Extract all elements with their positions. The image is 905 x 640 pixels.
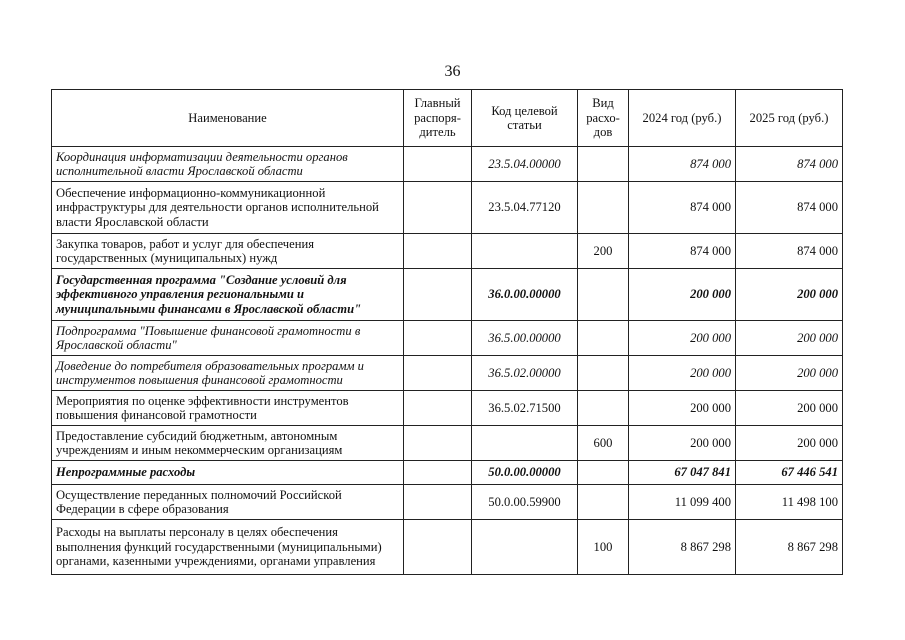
cell-y2024: 200 000 — [629, 356, 736, 391]
table-body — [52, 147, 843, 575]
header-2025: 2025 год (руб.) — [736, 90, 843, 147]
cell-y2024: 200 000 — [629, 391, 736, 426]
cell-kind: 100 — [578, 520, 629, 575]
cell-kind: 200 — [578, 234, 629, 269]
cell-code: 23.5.04.77120 — [472, 182, 578, 234]
cell-code — [472, 234, 578, 269]
cell-kind — [578, 321, 629, 356]
cell-kind — [578, 356, 629, 391]
cell-admin — [404, 321, 472, 356]
header-code: Код целевой статьи — [472, 90, 578, 147]
cell-code: 36.0.00.00000 — [472, 269, 578, 321]
cell-code — [472, 426, 578, 461]
cell-y2025: 874 000 — [736, 147, 843, 182]
page-number: 36 — [444, 63, 461, 80]
cell-name: Координация информатизации деятельности органов исполнительной власти Ярославской области — [52, 147, 404, 182]
cell-y2024: 874 000 — [629, 234, 736, 269]
cell-name: Обеспечение информационно-коммуникационной инфраструктуры для деятельности органов исполнительной власти Ярославской области — [52, 182, 404, 234]
cell-name: Государственная программа "Создание условий для эффективного управления региональными и муниципальными финансами в Ярославской области" — [52, 269, 404, 321]
cell-y2025: 11 498 100 — [736, 485, 843, 520]
cell-code: 50.0.00.59900 — [472, 485, 578, 520]
cell-kind — [578, 182, 629, 234]
cell-admin — [404, 147, 472, 182]
cell-kind: 600 — [578, 426, 629, 461]
table-row — [52, 461, 843, 485]
cell-code — [472, 520, 578, 575]
cell-y2025: 874 000 — [736, 234, 843, 269]
cell-name: Закупка товаров, работ и услуг для обеспечения государственных (муниципальных) нужд — [52, 234, 404, 269]
cell-y2025: 200 000 — [736, 426, 843, 461]
cell-admin — [404, 391, 472, 426]
cell-name: Предоставление субсидий бюджетным, автономным учреждениям и иным некоммерческим организациям — [52, 426, 404, 461]
table-row — [52, 269, 843, 321]
table-row — [52, 520, 843, 575]
cell-admin — [404, 461, 472, 485]
cell-name: Мероприятия по оценке эффективности инструментов повышения финансовой грамотности — [52, 391, 404, 426]
cell-y2025: 200 000 — [736, 391, 843, 426]
cell-y2024: 200 000 — [629, 321, 736, 356]
cell-admin — [404, 182, 472, 234]
table-row — [52, 391, 843, 426]
cell-admin — [404, 426, 472, 461]
cell-name: Непрограммные расходы — [52, 461, 404, 485]
header-admin: Главный распоря-дитель — [404, 90, 472, 147]
cell-y2024: 874 000 — [629, 182, 736, 234]
cell-kind — [578, 461, 629, 485]
header-2024: 2024 год (руб.) — [629, 90, 736, 147]
cell-kind — [578, 391, 629, 426]
cell-code: 36.5.02.71500 — [472, 391, 578, 426]
cell-name: Доведение до потребителя образовательных программ и инструментов повышения финансовой грамотности — [52, 356, 404, 391]
cell-y2025: 8 867 298 — [736, 520, 843, 575]
cell-y2024: 200 000 — [629, 426, 736, 461]
budget-table — [51, 89, 843, 575]
cell-code: 23.5.04.00000 — [472, 147, 578, 182]
cell-y2024: 8 867 298 — [629, 520, 736, 575]
cell-y2024: 874 000 — [629, 147, 736, 182]
cell-admin — [404, 520, 472, 575]
cell-y2025: 200 000 — [736, 269, 843, 321]
table-row — [52, 147, 843, 182]
table-row — [52, 321, 843, 356]
table-header-row — [52, 90, 843, 147]
cell-name: Подпрограмма "Повышение финансовой грамотности в Ярославской области" — [52, 321, 404, 356]
cell-admin — [404, 234, 472, 269]
table-row — [52, 234, 843, 269]
table-row — [52, 182, 843, 234]
cell-y2024: 11 099 400 — [629, 485, 736, 520]
cell-kind — [578, 485, 629, 520]
cell-admin — [404, 485, 472, 520]
cell-admin — [404, 356, 472, 391]
cell-code: 50.0.00.00000 — [472, 461, 578, 485]
cell-y2025: 200 000 — [736, 321, 843, 356]
header-name: Наименование — [52, 90, 404, 147]
table-row — [52, 356, 843, 391]
cell-name: Расходы на выплаты персоналу в целях обеспечения выполнения функций государственными (муниципальными) органами, казенными учреждениями, органами управления — [52, 520, 404, 575]
cell-admin — [404, 269, 472, 321]
cell-code: 36.5.00.00000 — [472, 321, 578, 356]
cell-kind — [578, 269, 629, 321]
cell-y2024: 67 047 841 — [629, 461, 736, 485]
cell-y2025: 874 000 — [736, 182, 843, 234]
cell-kind — [578, 147, 629, 182]
cell-y2024: 200 000 — [629, 269, 736, 321]
cell-name: Осуществление переданных полномочий Российской Федерации в сфере образования — [52, 485, 404, 520]
cell-code: 36.5.02.00000 — [472, 356, 578, 391]
cell-y2025: 67 446 541 — [736, 461, 843, 485]
table-row — [52, 426, 843, 461]
header-kind: Вид расхо-дов — [578, 90, 629, 147]
cell-y2025: 200 000 — [736, 356, 843, 391]
table-row — [52, 485, 843, 520]
